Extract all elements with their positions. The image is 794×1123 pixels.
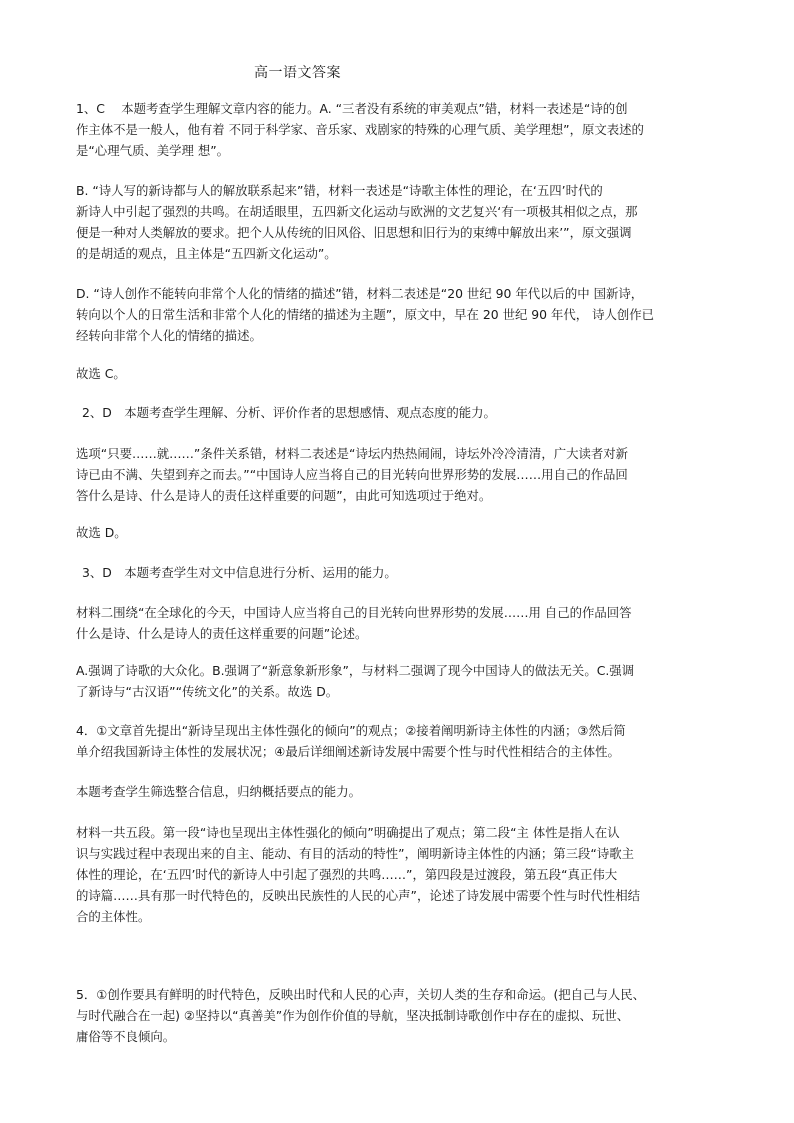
text-line: 材料二围绕“在全球化的今天，中国诗人应当将自己的目光转向世界形势的发展……用 自己的作品回答 [76,605,632,620]
option-d-analysis [76,283,726,346]
text-line: 经转向非常个人化的情绪的描述。 [76,328,262,343]
text-line: 庸俗等不良倾向。 [76,1029,176,1044]
text-line: A.强调了诗歌的大众化。B.强调了“新意象新形象”，与材料二强调了现今中国诗人的做法无关。C.强调 [76,663,635,678]
text-line: 故选 C。 [76,366,126,381]
text-line: 本题考查学生筛选整合信息，归纳概括要点的能力。 [76,784,361,799]
answer-4-skill [76,781,726,802]
text-line: 是“心理气质、美学理 想”。 [76,143,230,158]
text-line: 4．①文章首先提出“新诗呈现出主体性强化的倾向”的观点；②接着阐明新诗主体性的内涵；③然后简 [76,723,626,738]
text-line: 与时代融合在一起) ②坚持以“真善美”作为创作价值的导航，坚决抵制诗歌创作中存在的虚拟、玩世、 [76,1008,630,1023]
page-title: 高一语文答案 [254,65,341,81]
text-line: 便是一种对人类解放的要求。把个人从传统的旧风俗、旧思想和旧行为的束缚中解放出来’”，原文强调 [76,225,632,240]
answer-5 [76,984,726,1047]
text-line: D. “诗人创作不能转向非常个人化的情绪的描述”错，材料二表述是“20 世纪 90 年代以后的中 国新诗， [76,286,644,301]
text-line: 单介绍我国新诗主体性的发展状况；④最后详细阐述新诗发展中需要个性与时代性相结合的主体性。 [76,744,620,759]
text-line: 识与实践过程中表现出来的自主、能动、有目的活动的特性”，阐明新诗主体性的内涵；第三段“诗歌主 [76,846,635,861]
text-line: 体性的理论，在‘五四’时代的新诗人中引起了强烈的共鸣……”，第四段是过渡段，第五段“真正伟大 [76,867,618,882]
answer-2-conclusion [76,522,726,543]
text-line: 新诗人中引起了强烈的共鸣。在胡适眼里，五四新文化运动与欧洲的文艺复兴‘有一项极其相似之点，那 [76,204,638,219]
answer-3-explanation [76,602,726,644]
text-line: 1、C 本题考查学生理解文章内容的能力。A. “三者没有系统的审美观点”错，材料一表述是“诗的创 [76,101,628,116]
answer-4-summary [76,720,726,762]
answer-1-explanation [76,98,726,161]
text-line: 材料一共五段。第一段“诗也呈现出主体性强化的倾向”明确提出了观点；第二段“主 体性是指人在认 [76,825,620,840]
answer-3-header [82,562,732,583]
text-line: B. “诗人写的新诗都与人的解放联系起来”错，材料一表述是“诗歌主体性的理论，在‘五四’时代的 [76,183,603,198]
option-b-analysis [76,180,726,264]
text-line: 了新诗与“古汉语”“传统文化”的关系。故选 D。 [76,684,339,699]
answer-4-explanation [76,822,726,927]
text-line: 故选 D。 [76,525,127,540]
text-line: 诗已由不满、失望到弃之而去。”“中国诗人应当将自己的目光转向世界形势的发展……用自己的作品回 [76,467,628,482]
text-line: 的是胡适的观点，且主体是“五四新文化运动”。 [76,246,337,261]
text-line: 3、D 本题考查学生对文中信息进行分析、运用的能力。 [82,565,397,580]
answer-2-explanation [76,443,726,506]
text-line: 什么是诗、什么是诗人的责任这样重要的问题”论述。 [76,626,368,641]
answer-2-header [82,402,732,423]
answer-1-conclusion [76,363,726,384]
text-line: 转向以个人的日常生活和非常个人化的情绪的描述为主题”，原文中，早在 20 世纪 90 年代， 诗人创作已 [76,307,655,322]
text-line: 5．①创作要具有鲜明的时代特色，反映出时代和人民的心声，关切人类的生存和命运。(把自己与人民、 [76,987,646,1002]
text-line: 选项“只要……就……”条件关系错，材料二表述是“诗坛内热热闹闹，诗坛外冷冷清清，广大读者对新 [76,446,629,461]
text-line: 答什么是诗、什么是诗人的责任这样重要的问题”，由此可知选项过于绝对。 [76,488,492,503]
text-line: 合的主体性。 [76,909,151,924]
text-line: 2、D 本题考查学生理解、分析、评价作者的思想感情、观点态度的能力。 [82,405,496,420]
text-line: 作主体不是一般人，他有着 不同于科学家、音乐家、戏剧家的特殊的心理气质、美学理想”，原文表述的 [76,122,644,137]
answer-3-options [76,660,726,702]
text-line: 的诗篇……具有那一时代特色的，反映出民族性的人民的心声”，论述了诗发展中需要个性与时代性相结 [76,888,640,903]
